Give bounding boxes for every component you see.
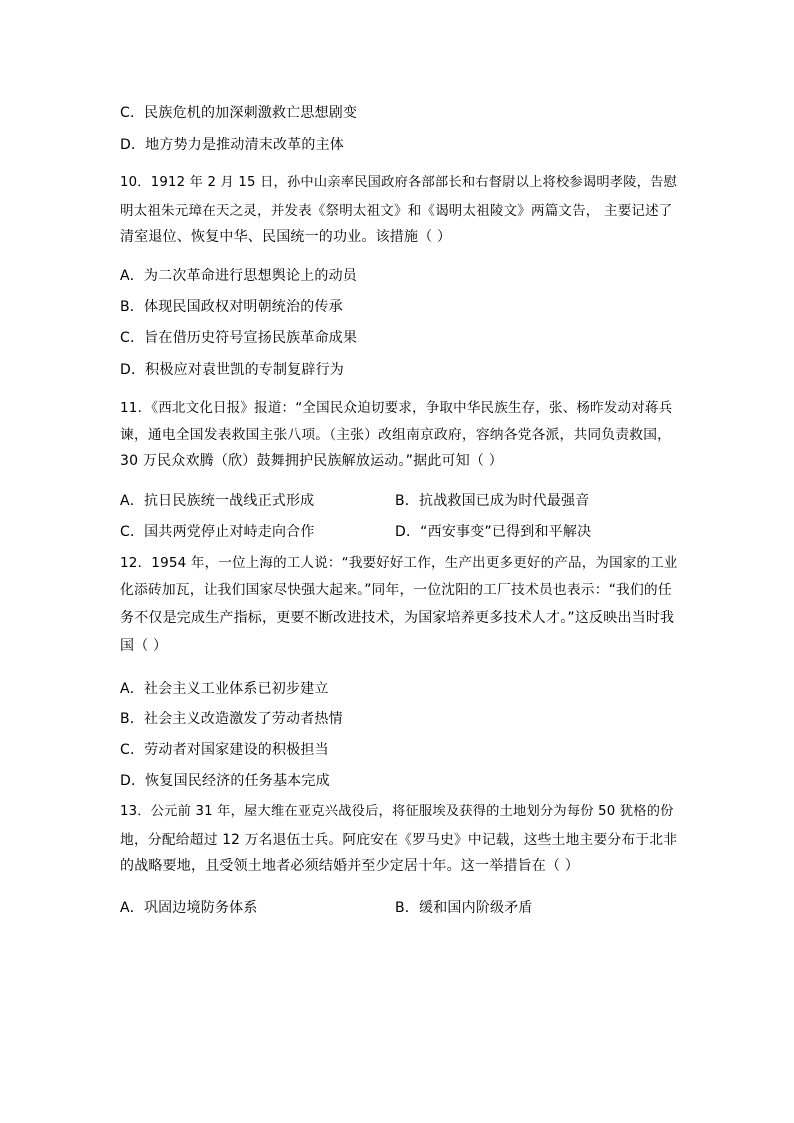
q11-option-b: B．抗战救国已成为时代最强音 bbox=[395, 493, 590, 509]
q13-option-a: A．巩固边境防务体系 bbox=[120, 900, 258, 916]
q11-option-c: C．国共两党停止对峙走向合作 bbox=[120, 524, 315, 540]
q10-option-b: B．体现民国政权对明朝统治的传承 bbox=[120, 299, 343, 315]
q10-option-d: D．积极应对袁世凯的专制复辟行为 bbox=[120, 362, 344, 378]
q11-option-a: A．抗日民族统一战线正式形成 bbox=[120, 493, 315, 509]
q13-option-b: B．缓和国内阶级矛盾 bbox=[395, 900, 533, 916]
prev-option-d: D．地方势力是推动清末改革的主体 bbox=[120, 137, 344, 153]
q13-stem-line-2: 地，分配给超过 12 万名退伍士兵。阿庇安在《罗马史》中记载，这些土地主要分布于北非 bbox=[120, 832, 678, 848]
q10-option-a: A．为二次革命进行思想舆论上的动员 bbox=[120, 268, 357, 284]
q11-stem-line-3: 30 万民众欢腾（欣）鼓舞拥护民族解放运动。”据此可知（ ） bbox=[120, 453, 503, 469]
q12-stem-line-2: 化添砖加瓦，让我们国家尽快强大起来。”同年，一位沈阳的工厂技术员也表示：“我们的任 bbox=[120, 582, 672, 598]
q11-stem-line-1: 11．《西北文化日报》报道：“全国民众迫切要求，争取中华民族生存，张、杨昨发动对蒋兵 bbox=[120, 400, 673, 416]
q12-option-d: D．恢复国民经济的任务基本完成 bbox=[120, 773, 330, 789]
q10-stem-line-3: 清室退位、恢复中华、民国统一的功业。该措施（ ） bbox=[120, 229, 452, 245]
q10-stem-line-1: 10．1912 年 2 月 15 日，孙中山亲率民国政府各部部长和右督尉以上将校参谒明孝陵，告慰 bbox=[120, 175, 678, 190]
q12-stem-line-3: 务不仅是完成生产指标，更要不断改进技术，为国家培养更多技术人才。”这反映出当时我 bbox=[120, 610, 675, 626]
q10-option-c: C．旨在借历史符号宣扬民族革命成果 bbox=[120, 330, 358, 346]
q11-option-d: D．“西安事变”已得到和平解决 bbox=[395, 524, 592, 540]
q12-stem-line-4: 国（ ） bbox=[120, 638, 168, 654]
q12-option-c: C．劳动者对国家建设的积极担当 bbox=[120, 742, 329, 758]
q11-stem-line-2: 谏，通电全国发表救国主张八项。（主张）改组南京政府，容纳各党各派，共同负责救国， bbox=[120, 427, 672, 443]
q13-stem-line-3: 的战略要地，且受领土地者必须结婚并至少定居十年。这一举措旨在（ ） bbox=[120, 858, 580, 874]
q10-stem-line-2: 明太祖朱元璋在天之灵，并发表《祭明太祖文》和《谒明太祖陵文》两篇文告， 主要记述了 bbox=[120, 203, 673, 219]
prev-option-c: C．民族危机的加深刺激救亡思想剧变 bbox=[120, 105, 358, 121]
q12-option-a: A．社会主义工业体系已初步建立 bbox=[120, 681, 329, 697]
q12-option-b: B．社会主义改造激发了劳动者热情 bbox=[120, 711, 343, 727]
q13-stem-line-1: 13．公元前 31 年，屋大维在亚克兴战役后，将征服埃及获得的土地划分为每份 50 犹格的份 bbox=[120, 804, 674, 819]
q12-stem-line-1: 12．1954 年，一位上海的工人说：“我要好好工作，生产出更多更好的产品，为国家的工业 bbox=[120, 555, 678, 571]
